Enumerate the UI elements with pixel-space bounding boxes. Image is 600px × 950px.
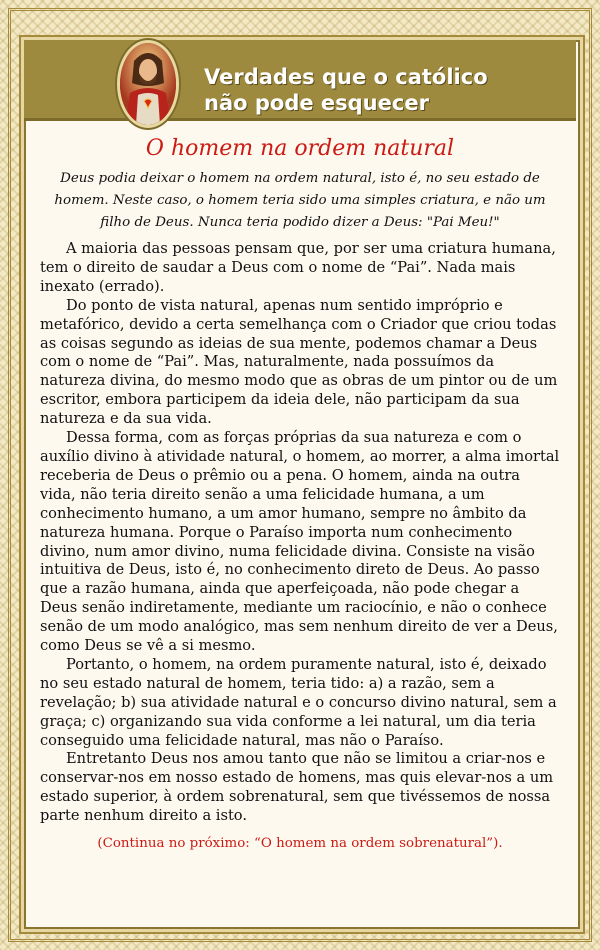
article-paragraph: A maioria das pessoas pensam que, por ser uma criatura humana, tem o direito de saudar a Deus com o nome de “Pai”. Nada mais inexato (errado). — [40, 240, 556, 295]
article-intro: Deus podia deixar o homem na ordem natural, isto é, no seu estado de homem. Neste caso, o homem teria sido uma simples criatura, e não um filho de Deus. Nunca teria podido dizer a Deus: "Pai Meu!" — [54, 171, 546, 230]
article-paragraph: Dessa forma, com as forças próprias da sua natureza e com o auxílio divino à atividade natural, o homem, ao morrer, a alma imortal receberia de Deus o prêmio ou a pena. O homem, ainda na outra vida, não teria direito senão a uma felicidade humana, a um conhecimento humano, a um amor humano, sempre no âmbito da natureza humana. Porque o Paraíso importa num conhecimento divino, num amor divino, numa felicidade divina. Consiste na visão intuitiva de Deus, isto é, no conhecimento direto de Deus. Ao passo que a razão humana, ainda que aperfeiçoada, não pode chegar a Deus senão indiretamente, mediante um raciocínio, e não o conhece senão de um modo analógico, mas sem nenhum direito de ver a Deus, como Deus se vê a si mesmo. — [40, 429, 560, 655]
article-paragraph: Portanto, o homem, na ordem puramente natural, isto é, deixado no seu estado natural de homem, teria tido: a) a razão, sem a revelação; b) sua atividade natural e o concurso divino natural, sem a graça; c) organizando sua vida conforme a lei natural, um dia teria conseguido uma felicidade natural, mas não o Paraíso. — [40, 655, 557, 749]
header-band — [24, 40, 576, 121]
header-title-line2: não pode esquecer — [204, 91, 429, 115]
sacred-heart-portrait-icon — [117, 40, 179, 128]
article — [40, 134, 560, 867]
article-paragraph: Entretanto Deus nos amou tanto que não se limitou a criar-nos e conservar-nos em nosso estado de homens, mas quis elevar-nos a um estado superior, à ordem sobrenatural, sem que tivéssemos de nossa parte nenhum direito a isto. — [40, 750, 554, 825]
header-title — [204, 64, 488, 116]
header-title-line1: Verdades que o católico — [204, 65, 488, 89]
continuation-note: (Continua no próximo: “O homem na ordem sobrenatural”). — [97, 836, 503, 852]
article-title: O homem na ordem natural — [145, 136, 455, 161]
article-paragraph: Do ponto de vista natural, apenas num sentido impróprio e metafórico, devido a certa semelhança com o Criador que criou todas as coisas segundo as ideias de sua mente, podemos chamar a Deus com o nome de “Pai”. Mas, naturalmente, nada possuímos da natureza divina, do mesmo modo que as obras de um pintor ou de um escritor, embora participem da ideia dele, não participam da sua natureza e da sua vida. — [40, 296, 558, 428]
